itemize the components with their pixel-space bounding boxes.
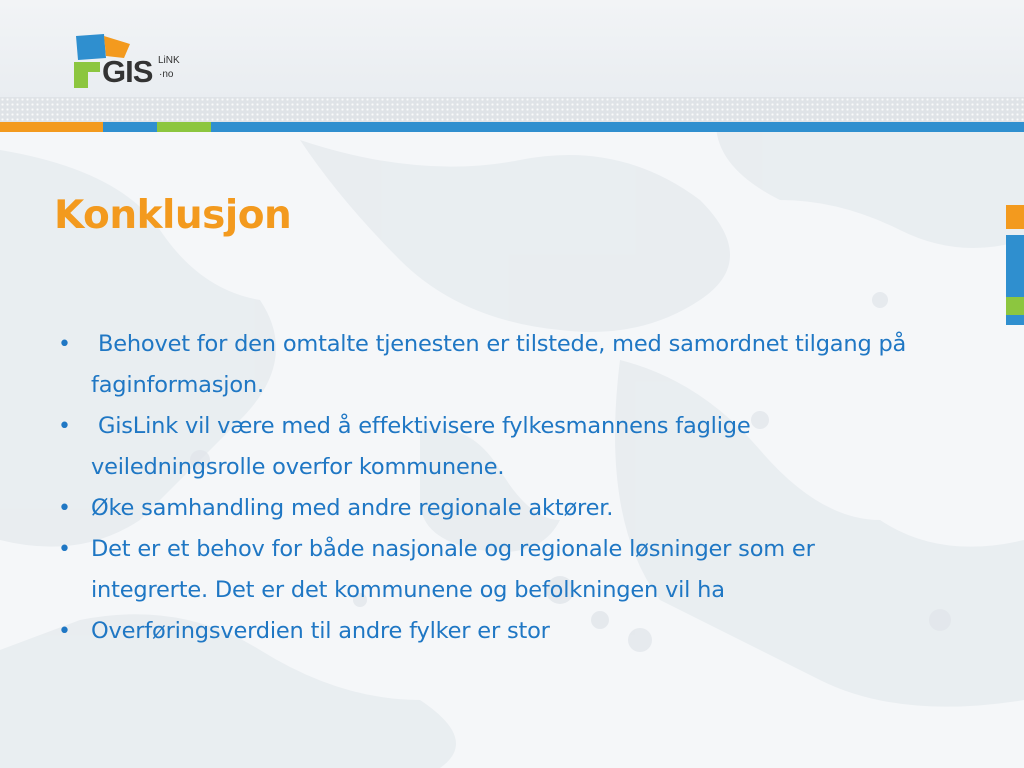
bullet-item (54, 488, 914, 529)
bullet-dot: • (58, 332, 71, 357)
bullet-text: GisLink vil være med å effektivisere fylkesmannens faglige veiledningsrolle overfor kommunene. (91, 413, 758, 480)
bullet-text: Øke samhandling med andre regionale aktører. (91, 495, 614, 521)
bullet-text: Behovet for den omtalte tjenesten er tilstede, med samordnet tilgang på faginformasjon. (91, 331, 914, 398)
edge-tab-blue (1006, 235, 1024, 297)
color-band (0, 122, 1024, 132)
slide-title: Konklusjon (54, 193, 292, 238)
gislink-logo (72, 32, 212, 92)
bullet-dot: • (58, 619, 71, 644)
header (0, 0, 1024, 98)
dotted-strip (0, 97, 1024, 122)
bullet-item (54, 406, 914, 488)
edge-tab-orange (1006, 205, 1024, 229)
band-orange (0, 122, 103, 132)
bullet-text: Overføringsverdien til andre fylker er stor (91, 618, 550, 644)
edge-tab-green (1006, 297, 1024, 315)
bullet-text: Det er et behov for både nasjonale og regionale løsninger som er integrerte. Det er det kommunene og befolkningen vil ha (91, 536, 822, 603)
edge-tab-blue-small (1006, 315, 1024, 325)
bullet-list (54, 324, 914, 652)
bullet-dot: • (58, 537, 71, 562)
bullet-item (54, 529, 914, 611)
logo-domain-text: ·no (159, 69, 174, 80)
bullet-dot: • (58, 414, 71, 439)
bullet-item (54, 324, 914, 406)
band-blue (103, 122, 157, 132)
logo-link-text: LiNK (158, 55, 180, 66)
band-green (157, 122, 211, 132)
band-blue-wide (211, 122, 1024, 132)
bullet-item (54, 611, 914, 652)
logo-gis-text: GIS (102, 54, 153, 89)
bullet-dot: • (58, 496, 71, 521)
right-edge-tabs (1006, 205, 1024, 325)
